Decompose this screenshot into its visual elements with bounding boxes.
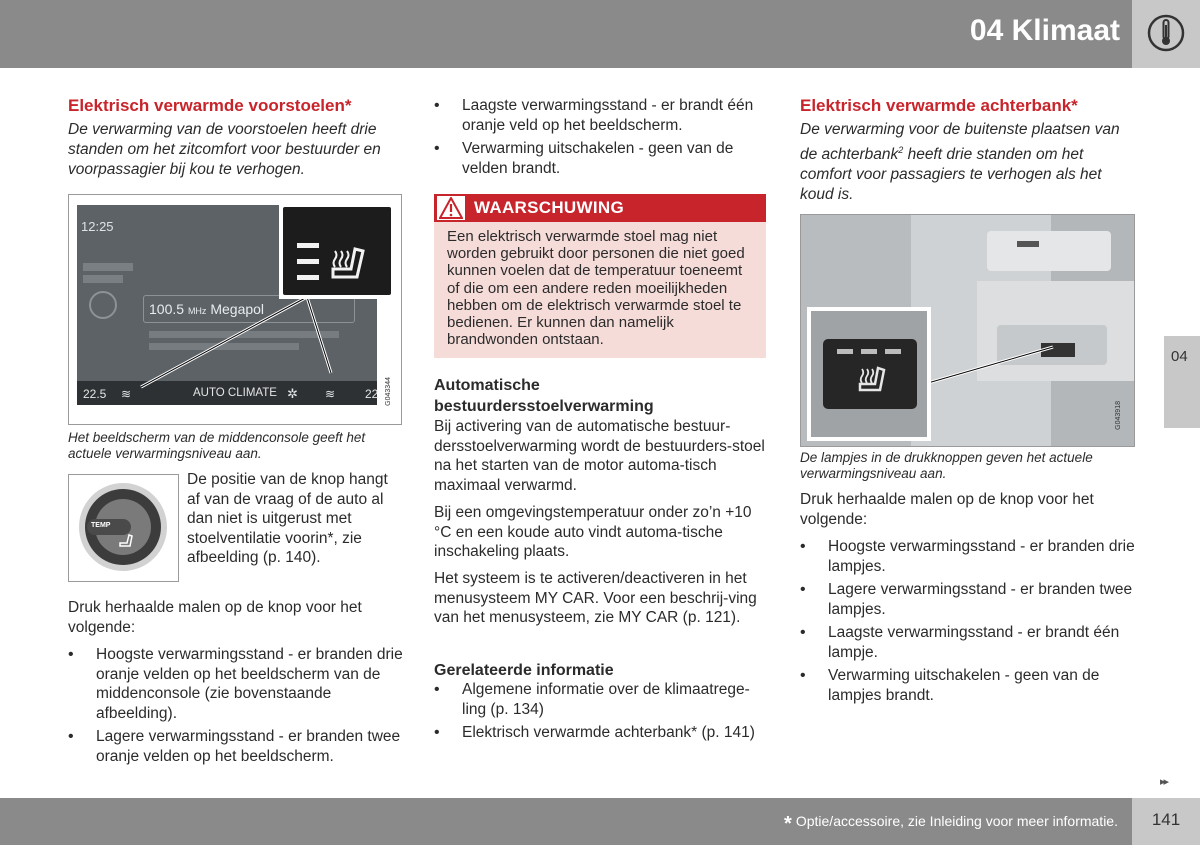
related-heading: Gerelateerde informatie: [434, 662, 614, 679]
rear-heat-lamp-1: [837, 349, 853, 354]
temp-right: 22: [365, 387, 379, 401]
heat-level-bar-3: [297, 275, 319, 280]
temp-left: 22.5: [83, 387, 107, 401]
list-item: • Laagste verwarmingsstand - er brandt één lampje.: [800, 623, 1136, 662]
warning-title: WAARSCHUWING: [474, 198, 624, 217]
display-clock: 12:25: [81, 219, 114, 234]
double-arrow-right-icon: ▸▸: [1160, 776, 1168, 788]
related-link[interactable]: • Algemene informatie over de klimaatrege-ling (p. 134): [434, 680, 764, 719]
header-bar: [0, 0, 1132, 68]
heat-level-bar-1: [297, 243, 319, 248]
front-seats-intro: De verwarming van de voorstoelen heeft drie standen om het zitcomfort voor bestuurder en voorpassagier bij kou te verhogen.: [68, 121, 381, 178]
left-bullet-list: [68, 645, 404, 770]
list-item: • Hoogste verwarmingsstand - er branden drie lampjes.: [800, 537, 1136, 576]
console-figure-caption: Het beeldscherm van de middenconsole geeft het actuele verwarmingsniveau aan.: [68, 430, 366, 461]
middle-bullet-list: [434, 96, 764, 182]
seat-heat-right-icon: ≋: [325, 387, 336, 401]
thermometer-icon: [1147, 13, 1185, 53]
rear-figure-caption: De lampjes in de drukknoppen geven het actuele verwarmingsniveau aan.: [800, 450, 1093, 481]
figure-code: G043344: [385, 377, 392, 406]
chapter-icon-box: [1132, 0, 1200, 68]
right-press-text: Druk herhaalde malen op de knop voor het volgende:: [800, 491, 1094, 528]
rear-seat-intro: De verwarming voor de buitenste plaatsen van de achterbank$^2$ heeft drie standen om het comfort voor passagiers te verhogen als het koud is.: [800, 121, 1120, 204]
rear-heat-lamp-3: [885, 349, 901, 354]
list-item: • Lagere verwarmingsstand - er branden twee lampjes.: [800, 580, 1136, 619]
side-tab-label: 04: [1171, 348, 1188, 365]
auto-heating-p3: Het systeem is te activeren/deactiveren in het menusysteem MY CAR. Voor een beschrij-ving van het menusysteem, zie MY CAR (p. 121).: [434, 570, 757, 626]
knob-seat-icon: [117, 533, 135, 549]
fan-icon: ✲: [287, 386, 298, 401]
related-list: [434, 680, 764, 747]
rear-armrest-figure: [800, 214, 1135, 447]
temp-label: TEMP: [91, 522, 111, 529]
seat-heat-left-icon: ≋: [121, 387, 132, 401]
list-item: • Verwarming uitschakelen - geen van de lampjes brandt.: [800, 666, 1136, 705]
list-item: • Hoogste verwarmingsstand - er branden drie oranje velden op het beeldscherm van de middenconsole (zie bovenstaande afbeelding).: [68, 645, 404, 723]
chapter-title: 04 Klimaat: [969, 14, 1120, 47]
left-press-text: Druk herhaalde malen op de knop voor het volgende:: [68, 599, 362, 636]
front-seats-heading: Elektrisch verwarmde voorstoelen*: [68, 96, 352, 115]
heat-level-bar-2: [297, 259, 319, 264]
center-console-figure: [68, 194, 402, 425]
list-item: • Lagere verwarmingsstand - er branden twee oranje velden op het beeldscherm.: [68, 727, 404, 766]
radio-frequency: 100.5 MHz Megapol: [149, 301, 265, 317]
auto-heating-p2: Bij een omgevingstemperatuur onder zo’n +10 °C en een koude auto vindt automa-tische inschakeling plaats.: [434, 504, 752, 560]
heated-seat-icon: [325, 245, 369, 285]
rear-heated-seat-icon: [853, 365, 889, 397]
rear-seat-heading: Elektrisch verwarmde achterbank*: [800, 96, 1078, 115]
warning-icon: [439, 197, 463, 219]
auto-heating-heading: Automatische bestuurdersstoelverwarming: [434, 377, 654, 415]
related-link[interactable]: • Elektrisch verwarmde achterbank* (p. 141): [434, 723, 764, 743]
temp-knob-figure: [68, 474, 179, 582]
rear-figure-code: G043918: [1115, 401, 1122, 430]
right-bullet-list: [800, 537, 1136, 709]
auto-heating-p1: Bij activering van de automatische bestuur-dersstoelverwarming wordt de bestuurders-stoel na het starten van de motor automa-tisch maximaal verwarmd.: [434, 418, 765, 494]
footer-note: * Optie/accessoire, zie Inleiding voor meer informatie.: [784, 813, 1118, 835]
list-item: • Laagste verwarmingsstand - er brandt één oranje veld op het beeldscherm.: [434, 96, 764, 135]
rear-heat-lamp-2: [861, 349, 877, 354]
warning-text: Een elektrisch verwarmde stoel mag niet worden gebruikt door personen die niet goed kunnen voelen dat de temperatuur toeneemt of die om een andere reden moeilijkheden hebben om de elektrisch verwarmde stoel te bedienen. Er kunnen dan namelijk brandwonden ontstaan.: [447, 228, 745, 349]
page-number: 141: [1151, 810, 1181, 829]
climate-label: AUTO CLIMATE: [193, 387, 277, 399]
knob-description: De positie van de knop hangt af van de vraag of de auto al dan niet is uitgerust met stoelventilatie voorin*, zie afbeelding (p. 140).: [187, 471, 388, 566]
list-item: • Verwarming uitschakelen - geen van de velden brandt.: [434, 139, 764, 178]
